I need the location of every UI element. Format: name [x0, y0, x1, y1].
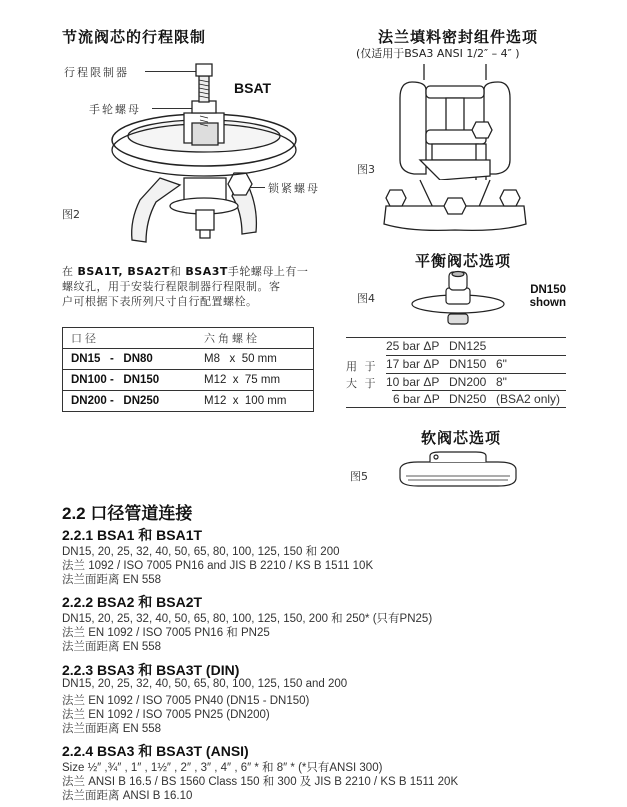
side-label-greater-than: 大 于: [346, 377, 378, 390]
flange-packing-illustration: [380, 64, 530, 234]
table-row: DN100 - DN150 M12 x 75 mm: [63, 370, 314, 391]
spec-line: DN15, 20, 25, 32, 40, 50, 65, 80, 100, 125, 150, 200 和 250* (只有PN25): [62, 613, 433, 625]
header-size: 口径: [71, 332, 99, 345]
figure-5-label: 图5: [350, 470, 368, 483]
table-row: DN200 - DN250 M12 x 100 mm: [63, 391, 314, 412]
label-travel-limiter: 行程限制器: [64, 66, 129, 79]
soft-seat-title: 软阀芯选项: [421, 429, 502, 447]
table-row: DN15 - DN80 M8 x 50 mm: [63, 349, 314, 370]
soft-seat-illustration: [398, 450, 518, 490]
travel-limit-title: 节流阀芯的行程限制: [62, 28, 207, 46]
subsection-heading: 2.2.1 BSA1 和 BSA1T: [62, 527, 203, 543]
divider: [346, 407, 566, 408]
spec-line: 法兰 EN 1092 / ISO 7005 PN25 (DN200): [62, 709, 270, 721]
flange-packing-title: 法兰填料密封组件选项: [378, 28, 539, 46]
spec-line: 法兰 ANSI B 16.5 / BS 1560 Class 150 和 300 及 JIS B 2210 / KS B 1511 20K: [62, 776, 459, 788]
balanced-pressure-table: [346, 337, 566, 407]
spec-line: 法兰面距离 EN 558: [62, 574, 162, 586]
dn150-shown-note: DN150 shown: [529, 284, 566, 309]
section-heading-2-2: 2.2 口径管道连接: [62, 504, 193, 523]
table-row: 10 bar ΔP DN200 8": [386, 375, 507, 389]
figure-2-label: 图2: [62, 208, 80, 221]
table-header: [63, 328, 314, 349]
table-row: 6 bar ΔP DN250 (BSA2 only): [393, 392, 561, 406]
spec-line: 法兰 EN 1092 / ISO 7005 PN16 和 PN25: [62, 627, 270, 639]
flange-packing-subtitle: (仅适用于BSA3 ANSI 1/2″ – 4″ ): [356, 47, 520, 60]
bolt-size-table: [62, 327, 314, 412]
label-lock-nut: 锁紧螺母: [268, 182, 320, 195]
figure-4-label: 图4: [357, 292, 375, 305]
header-hex-bolt: 六角螺栓: [204, 332, 260, 345]
label-handwheel-nut: 手轮螺母: [89, 103, 141, 116]
spec-line: 法兰 1092 / ISO 7005 PN16 and JIS B 2210 / KS B 1511 10K: [62, 560, 374, 572]
subsection-heading: 2.2.3 BSA3 和 BSA3T (DIN): [62, 662, 240, 678]
spec-line: 法兰面距离 EN 558: [62, 723, 162, 735]
side-label-used-for: 用 于: [346, 360, 378, 373]
spec-line: 法兰面距离 ANSI B 16.10: [62, 790, 193, 802]
spec-line: 法兰 EN 1092 / ISO 7005 PN40 (DN15 - DN150): [62, 695, 310, 707]
spec-line: DN15, 20, 25, 32, 40, 50, 65, 80, 100, 125, 150 and 200: [62, 678, 348, 690]
subsection-heading: 2.2.2 BSA2 和 BSA2T: [62, 594, 203, 610]
bolt-description: 在 BSA1T, BSA2T和 BSA3T手轮螺母上有一 螺纹孔，用于安装行程限制器行程限制。客 户可根据下表所列尺寸自行配置螺栓。: [62, 265, 309, 308]
spec-line: Size ½″ ,¾″ , 1″ , 1½″ , 2″ , 3″ , 4″ , 6″ * 和 8″ * (*只有ANSI 300): [62, 762, 383, 774]
figure-3-label: 图3: [357, 163, 375, 176]
spec-line: DN15, 20, 25, 32, 40, 50, 65, 80, 100, 125, 150 和 200: [62, 546, 340, 558]
table-row: 17 bar ΔP DN150 6": [386, 357, 507, 371]
balanced-plug-illustration: [408, 268, 508, 328]
table-row: 25 bar ΔP DN125: [386, 339, 487, 353]
subsection-heading: 2.2.4 BSA3 和 BSA3T (ANSI): [62, 743, 249, 759]
handwheel-illustration: [100, 60, 310, 250]
spec-line: 法兰面距离 EN 558: [62, 641, 162, 653]
model-label-bsat: BSAT: [234, 80, 272, 96]
balanced-plug-title: 平衡阀芯选项: [415, 252, 512, 270]
